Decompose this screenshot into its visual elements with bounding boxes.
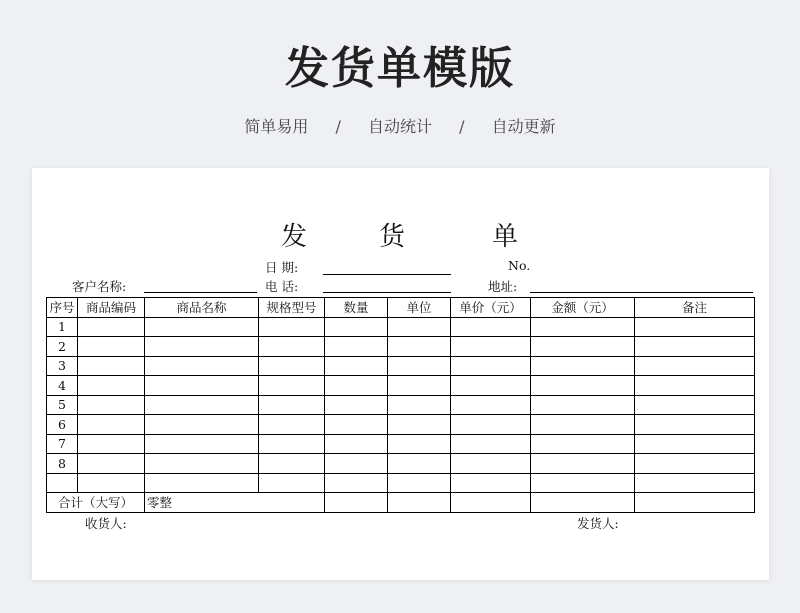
- table-cell[interactable]: [635, 454, 755, 474]
- column-header: 规格型号: [259, 298, 325, 318]
- table-row: [47, 317, 755, 337]
- table-cell[interactable]: [78, 356, 145, 376]
- table-cell[interactable]: [259, 434, 325, 454]
- table-cell[interactable]: [635, 337, 755, 357]
- table-cell[interactable]: [388, 337, 451, 357]
- table-cell[interactable]: [325, 395, 388, 415]
- table-cell[interactable]: [259, 454, 325, 474]
- table-cell[interactable]: [635, 376, 755, 396]
- table-cell[interactable]: [531, 356, 635, 376]
- table-row: [47, 395, 755, 415]
- address-label: 地址:: [488, 279, 518, 294]
- table-cell[interactable]: [635, 434, 755, 454]
- table-cell[interactable]: [388, 356, 451, 376]
- date-field[interactable]: [323, 274, 451, 275]
- column-header: 单位: [388, 298, 451, 318]
- table-cell[interactable]: [259, 415, 325, 435]
- goods-table: [46, 297, 755, 513]
- table-row: [47, 473, 755, 493]
- table-cell[interactable]: [78, 376, 145, 396]
- row-number: 5: [47, 395, 78, 415]
- table-cell[interactable]: [259, 317, 325, 337]
- table-cell[interactable]: [145, 473, 259, 493]
- table-cell[interactable]: [451, 395, 531, 415]
- document-title-char: 发: [281, 222, 308, 252]
- total-label: 合计（大写）: [47, 493, 145, 513]
- row-number: 3: [47, 356, 78, 376]
- table-cell[interactable]: [145, 395, 259, 415]
- table-cell[interactable]: [325, 356, 388, 376]
- row-number: 7: [47, 434, 78, 454]
- table-cell[interactable]: [325, 415, 388, 435]
- table-cell[interactable]: [259, 395, 325, 415]
- sender-label: 发货人:: [577, 516, 619, 531]
- row-number: [47, 473, 78, 493]
- table-cell[interactable]: [78, 337, 145, 357]
- table-row: [47, 434, 755, 454]
- table-cell[interactable]: [259, 376, 325, 396]
- table-cell[interactable]: [531, 415, 635, 435]
- feature-subtitle: [0, 114, 800, 137]
- table-cell[interactable]: [325, 376, 388, 396]
- column-header: 单价（元）: [451, 298, 531, 318]
- table-cell[interactable]: [78, 317, 145, 337]
- table-cell[interactable]: [451, 434, 531, 454]
- table-cell[interactable]: [451, 376, 531, 396]
- feature-item: 自动更新: [491, 117, 556, 136]
- row-number: 1: [47, 317, 78, 337]
- column-header: 数量: [325, 298, 388, 318]
- number-label: No.: [508, 258, 531, 273]
- row-number: 6: [47, 415, 78, 435]
- table-cell[interactable]: [78, 415, 145, 435]
- table-cell[interactable]: [145, 356, 259, 376]
- table-cell[interactable]: [388, 473, 451, 493]
- table-cell[interactable]: [531, 493, 635, 513]
- phone-field[interactable]: [323, 292, 451, 293]
- table-cell[interactable]: [145, 434, 259, 454]
- table-cell[interactable]: [635, 493, 755, 513]
- table-header-row: [47, 298, 755, 318]
- separator: /: [335, 117, 341, 136]
- row-number: 8: [47, 454, 78, 474]
- table-row: [47, 356, 755, 376]
- table-row: [47, 415, 755, 435]
- table-cell[interactable]: [145, 376, 259, 396]
- row-number: 2: [47, 337, 78, 357]
- invoice-sheet: [32, 168, 769, 580]
- table-cell[interactable]: [78, 454, 145, 474]
- table-cell[interactable]: [259, 337, 325, 357]
- table-cell[interactable]: [78, 473, 145, 493]
- feature-item: 自动统计: [367, 117, 432, 136]
- table-cell[interactable]: [145, 454, 259, 474]
- table-row: [47, 376, 755, 396]
- column-header: 备注: [635, 298, 755, 318]
- table-cell[interactable]: [388, 317, 451, 337]
- table-cell[interactable]: [325, 337, 388, 357]
- table-cell[interactable]: [145, 317, 259, 337]
- customer-field[interactable]: [144, 292, 257, 293]
- table-cell[interactable]: [451, 473, 531, 493]
- table-cell[interactable]: [531, 337, 635, 357]
- table-cell[interactable]: [325, 317, 388, 337]
- receiver-label: 收货人:: [85, 516, 127, 531]
- table-cell[interactable]: [451, 454, 531, 474]
- address-field[interactable]: [530, 292, 753, 293]
- table-cell[interactable]: [635, 473, 755, 493]
- table-row: [47, 337, 755, 357]
- row-number: 4: [47, 376, 78, 396]
- table-cell[interactable]: [531, 434, 635, 454]
- table-cell[interactable]: [451, 337, 531, 357]
- table-cell[interactable]: [451, 356, 531, 376]
- table-cell[interactable]: [451, 493, 531, 513]
- column-header: 商品名称: [145, 298, 259, 318]
- table-cell[interactable]: [145, 415, 259, 435]
- table-cell[interactable]: [259, 356, 325, 376]
- table-cell[interactable]: [78, 434, 145, 454]
- phone-label: 电 话:: [265, 279, 299, 294]
- table-cell[interactable]: [635, 317, 755, 337]
- column-header: 序号: [47, 298, 78, 318]
- table-cell[interactable]: [531, 395, 635, 415]
- table-cell[interactable]: [635, 356, 755, 376]
- table-cell[interactable]: [388, 376, 451, 396]
- customer-label: 客户名称:: [72, 279, 127, 294]
- table-cell[interactable]: [78, 395, 145, 415]
- table-cell[interactable]: [531, 473, 635, 493]
- table-cell[interactable]: [635, 395, 755, 415]
- table-cell[interactable]: [531, 376, 635, 396]
- separator: /: [459, 117, 465, 136]
- table-cell[interactable]: [388, 493, 451, 513]
- document-title-char: 单: [492, 222, 519, 252]
- table-cell[interactable]: [325, 473, 388, 493]
- table-cell[interactable]: [325, 434, 388, 454]
- table-cell[interactable]: [145, 337, 259, 357]
- table-cell[interactable]: [635, 415, 755, 435]
- table-cell[interactable]: [259, 473, 325, 493]
- table-cell[interactable]: [531, 317, 635, 337]
- table-cell[interactable]: [325, 454, 388, 474]
- page-title: 发货单模版: [285, 43, 515, 94]
- table-cell[interactable]: [451, 317, 531, 337]
- feature-item: 简单易用: [244, 117, 309, 136]
- document-title-char: 货: [379, 222, 406, 252]
- column-header: 商品编码: [78, 298, 145, 318]
- table-cell[interactable]: [325, 493, 388, 513]
- total-row: [47, 493, 755, 513]
- table-row: [47, 454, 755, 474]
- table-cell[interactable]: [451, 415, 531, 435]
- table-cell[interactable]: [531, 454, 635, 474]
- table-cell[interactable]: [388, 395, 451, 415]
- table-cell[interactable]: [388, 434, 451, 454]
- table-cell[interactable]: [388, 454, 451, 474]
- table-cell[interactable]: [388, 415, 451, 435]
- column-header: 金额（元）: [531, 298, 635, 318]
- date-label: 日 期:: [265, 260, 299, 275]
- total-value[interactable]: 零整: [145, 493, 325, 513]
